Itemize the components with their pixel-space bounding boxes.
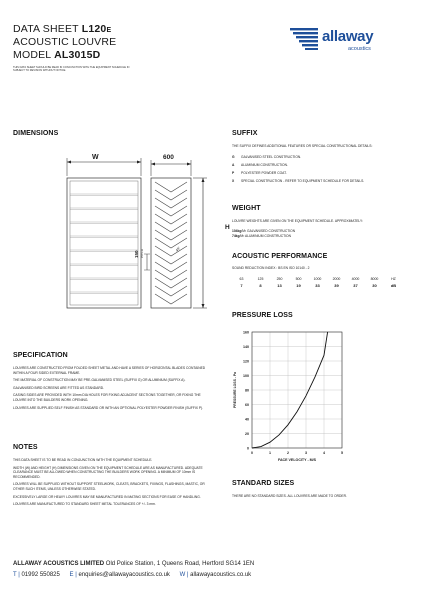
email-label: E xyxy=(69,572,74,578)
freq-cell: 8000 xyxy=(370,277,379,281)
title-model: L120 xyxy=(81,23,107,35)
y-tick-label: 60 xyxy=(245,402,249,407)
freq-cell: 125 xyxy=(257,277,264,281)
x-tick-label: 4 xyxy=(323,451,325,455)
y-tick-label: 40 xyxy=(245,417,249,422)
pressure-loss-chart xyxy=(228,326,358,476)
y-tick-label: 140 xyxy=(243,344,249,349)
website-link[interactable]: allawayacoustics.co.uk xyxy=(190,572,252,578)
phone-label: T xyxy=(13,572,17,578)
model-code: AL3015D xyxy=(54,49,101,61)
standard-sizes-text: THERE ARE NO STANDARD SIZES. ALL LOUVRES ARE MADE TO ORDER. xyxy=(232,494,347,498)
suffix-code: A xyxy=(232,163,235,168)
x-tick-label: 1 xyxy=(269,451,271,455)
acoustic-heading: ACOUSTIC PERFORMANCE xyxy=(232,253,328,260)
y-tick-label: 80 xyxy=(245,388,249,393)
suffix-code: G xyxy=(232,155,235,159)
note-paragraph: EXCESSIVELY LARGE OR HEAVY LOUVRES MAY BE MANUFACTURED IN MATING SECTIONS FOR EASE OF HANDLING. xyxy=(13,494,201,499)
sri-cell: 30 xyxy=(372,283,377,288)
dimensions-drawing xyxy=(13,150,221,310)
sri-cell: 7 xyxy=(240,283,243,288)
acoustic-subtitle: SOUND REDUCTION INDEX : BS EN ISO 10140 - 2 xyxy=(232,266,310,270)
suffix-text: ALUMINIUM CONSTRUCTION. xyxy=(241,163,288,168)
suffix-text: SPECIAL CONSTRUCTION - REFER TO EQUIPMENT SCHEDULE FOR DETAILS. xyxy=(241,179,365,184)
pitch-label: 150 xyxy=(134,250,139,258)
weight-intro: LOUVRE WEIGHTS ARE GIVEN ON THE EQUIPMENT SCHEDULE. APPROXIMATELY: xyxy=(232,219,363,223)
notes-body xyxy=(13,458,209,510)
height-label: H xyxy=(225,224,230,231)
product-name: ACOUSTIC LOUVRE xyxy=(13,36,117,48)
freq-cell: 1000 xyxy=(313,277,322,281)
y-tick-label: 100 xyxy=(243,373,249,378)
x-tick-label: 0 xyxy=(251,451,253,455)
suffix-code: P xyxy=(232,171,235,176)
sri-cell: 33 xyxy=(315,283,320,288)
depth-label: 600 xyxy=(163,154,174,161)
weight-line xyxy=(232,234,412,239)
title-prefix: DATA SHEET xyxy=(13,23,82,35)
sri-unit-cell: dB xyxy=(390,283,397,288)
header-note-1: THIS DATA SHEET SHOULD BE READ IN CONJUNCTION WITH THE EQUIPMENT SCHEDULE IN xyxy=(13,66,130,69)
y-tick-label: 160 xyxy=(243,330,249,335)
note-paragraph: THIS DATA SHEET IS TO BE READ IN CONJUNCTION WITH THE EQUIPMENT SCHEDULE. xyxy=(13,458,153,462)
weight-value: 104kg xyxy=(232,229,242,233)
x-tick-label: 5 xyxy=(341,451,343,455)
sri-cell: 8 xyxy=(259,283,262,288)
spec-paragraph: GALVANISED BIRD SCREENS ARE FITTED AS STANDARD. xyxy=(13,385,105,390)
suffix-item xyxy=(232,179,412,184)
suffix-text: POLYESTER POWDER COAT. xyxy=(241,171,287,176)
freq-cell: 4000 xyxy=(351,277,360,281)
weight-heading: WEIGHT xyxy=(232,205,261,212)
width-label: W xyxy=(92,154,99,161)
email-link[interactable]: enquiries@allawayacoustics.co.uk xyxy=(78,572,170,578)
notes-heading: NOTES xyxy=(13,444,38,451)
dimensions-heading: DIMENSIONS xyxy=(13,130,59,137)
y-tick-label: 20 xyxy=(245,431,249,436)
logo-sub: acoustics xyxy=(348,46,371,52)
angle-label: 45° xyxy=(175,245,182,253)
footer-address xyxy=(13,561,413,567)
x-tick-label: 2 xyxy=(287,451,289,455)
freq-cell: 63 xyxy=(239,277,244,281)
freq-unit-cell: HZ xyxy=(391,277,396,281)
note-paragraph: LOUVRES WILL BE SUPPLIED WITHOUT SUPPORT STEELWORK, CLEATS, BRACKETS, FIXINGS, FLASHINGS, MASTIC, OR OTHER SUCH ITEMS, UNLESS OTHERWISE STATED. xyxy=(13,482,205,491)
suffix-list xyxy=(232,155,412,187)
weight-value: 74kg xyxy=(232,233,240,238)
footer-company: ALLAWAY ACOUSTICS LIMITED xyxy=(13,561,105,567)
logo-name: allaway xyxy=(322,28,374,45)
x-axis-label: FACE VELOCITY - M/S xyxy=(277,458,317,462)
allaway-logo xyxy=(290,27,410,61)
suffix-intro: THE SUFFIX DEFINES ADDITIONAL FEATURES OR SPECIAL CONSTRUCTIONAL DETAILS: xyxy=(232,144,373,148)
header-note-2: SUBJECT TO REVISION WITHOUT NOTICE. xyxy=(13,69,67,73)
phone-number[interactable]: 01992 550825 xyxy=(21,572,60,578)
y-tick-label: 0 xyxy=(247,446,249,451)
sri-cell: 13 xyxy=(277,283,282,288)
sri-row xyxy=(232,282,403,289)
note-paragraph: LOUVRES ARE MANUFACTURED TO STANDARD SHEET METAL TOLERANCES OF +/- 3 mm. xyxy=(13,502,156,507)
suffix-item xyxy=(232,171,412,176)
freq-cell: 250 xyxy=(276,277,283,281)
note-paragraph: WIDTH (W) AND HEIGHT (H) DIMENSIONS GIVEN ON THE EQUIPMENT SCHEDULE ARE AS MANUFACTURED. ADEQUATE CLEARANCE MUST BE ALLOWED WHEN CONSTRUCTING THE BUILDERS WORK OPENING. A MINIMUM OF 10mm IS RECOMMENDED. xyxy=(13,465,203,479)
header-note xyxy=(13,66,233,73)
spec-paragraph: LOUVRES ARE CONSTRUCTED FROM FOLDED SHEET METAL AND HAVE A SERIES OF HORIZONTAL BLADES CONTAINED WITHIN A FOUR SIDED EXTERNAL FRAME. xyxy=(13,366,206,375)
weight-text: /M² ALUMINIUM CONSTRUCTION xyxy=(239,233,291,238)
y-axis-label: PRESSURE LOSS - Pa xyxy=(233,372,237,408)
spec-paragraph: THE MATERIAL OF CONSTRUCTION MAY BE PRE-GALVANISED STEEL (SUFFIX G) OR ALUMINIUM (SUFFIX A). xyxy=(13,378,186,383)
x-tick-label: 3 xyxy=(305,451,307,455)
freq-cell: 500 xyxy=(295,277,302,281)
pitch-sub-label: PITCH xyxy=(140,249,144,258)
pressure-loss-heading: PRESSURE LOSS xyxy=(232,312,293,319)
model-prefix: MODEL xyxy=(13,49,55,61)
specification-heading: SPECIFICATION xyxy=(13,352,68,359)
logo-mark-icon xyxy=(290,28,318,50)
title-suffix: E xyxy=(106,27,112,34)
spec-paragraph: LOUVRES ARE SUPPLIED SELF FINISH AS STANDARD OR WITH AN OPTIONAL POLYESTER POWDER FINISH (SUFFIX P). xyxy=(13,405,204,410)
sri-cell: 39 xyxy=(334,283,339,288)
freq-cell: 2000 xyxy=(332,277,341,281)
y-tick-label: 120 xyxy=(243,359,249,364)
web-label: W xyxy=(179,572,186,578)
suffix-item xyxy=(232,155,412,160)
standard-sizes-heading: STANDARD SIZES xyxy=(232,480,295,487)
weight-lines xyxy=(232,229,412,238)
footer-contacts: T | 01992 550825 E | enquiries@allawayacoustics.co.uk W | allawayacoustics.co.uk xyxy=(13,572,252,578)
sound-reduction-table xyxy=(232,276,403,289)
weight-text: /M² GALVANISED CONSTRUCTION xyxy=(241,229,296,233)
footer-address-text: Old Police Station, 1 Queens Road, Hertford SG14 1EN xyxy=(104,561,255,567)
suffix-text: GALVANISED STEEL CONSTRUCTION. xyxy=(241,155,302,159)
suffix-item xyxy=(232,163,412,168)
specification-body xyxy=(13,366,209,413)
suffix-code: X xyxy=(232,179,235,184)
sri-cell: 19 xyxy=(296,283,301,288)
spec-paragraph: CASING SIDES ARE PROVIDED WITH 10mm DIA HOLES FOR FIXING ADJACENT SECTIONS TOGETHER, OR FIXING THE LOUVRE INTO THE BUILDERS WORK OPENING. xyxy=(13,393,201,402)
datasheet-title xyxy=(13,24,111,36)
sri-cell: 37 xyxy=(353,283,358,288)
model-line xyxy=(13,50,100,61)
suffix-heading: SUFFIX xyxy=(232,130,258,137)
